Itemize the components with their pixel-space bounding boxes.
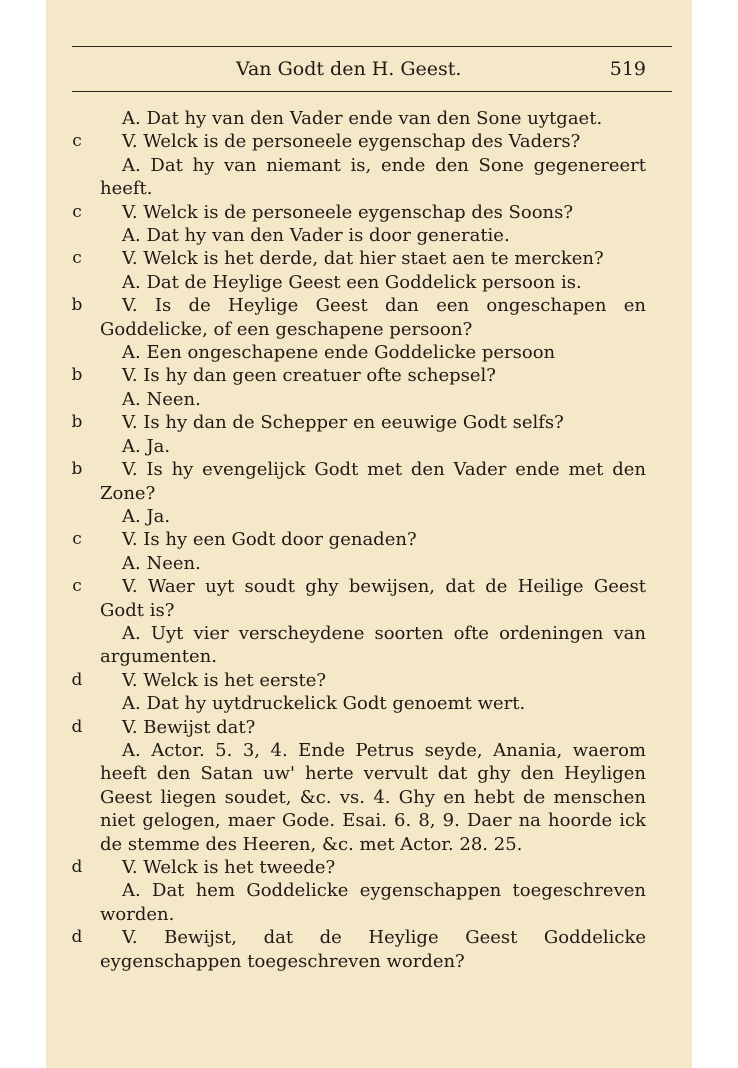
running-title: Van Godt den H. Geest. [236,58,462,80]
question-paragraph [71,294,646,341]
margin-marker: c [72,131,82,152]
header-rule-top [72,46,672,47]
answer-paragraph [100,505,646,528]
paragraph-text: V. Bewijst, dat de Heylige Geest Goddelicke eygenschappen toegeschreven worden? [100,927,646,972]
paragraph-text: V. Welck is het eerste? [122,669,327,691]
question-paragraph [72,201,646,224]
answer-paragraph [100,154,646,201]
paragraph-text: A. Ja. [122,435,171,457]
question-paragraph [71,411,646,434]
paragraph-text: A. Dat hem Goddelicke eygenschappen toegeschreven worden. [100,880,646,925]
answer-paragraph [100,271,646,294]
paragraph-text: A. Dat hy uytdruckelick Godt genoemt wert. [122,693,526,715]
answer-paragraph [100,388,646,411]
question-paragraph [71,716,646,739]
question-paragraph [71,364,646,387]
answer-paragraph [100,692,646,715]
answer-paragraph [100,739,646,856]
margin-marker: b [71,459,83,480]
paragraph-text: V. Welck is de personeele eygenschap des Vaders? [122,131,581,153]
answer-paragraph [100,435,646,458]
margin-marker: b [71,365,83,386]
answer-paragraph [100,341,646,364]
margin-marker: b [71,412,83,433]
answer-paragraph [100,552,646,575]
paragraph-text: V. Welck is het tweede? [122,857,336,878]
margin-marker: d [71,716,83,737]
question-paragraph [72,575,646,622]
book-page [46,0,692,1068]
paragraph-text: V. Is hy evengelijck Godt met den Vader ende met den Zone? [100,459,646,504]
question-paragraph [72,130,646,153]
paragraph-text: V. Welck is het derde, dat hier staet aen te mercken? [122,248,604,270]
paragraph-text: A. Actor. 5. 3, 4. Ende Petrus seyde, Anania, waerom heeft den Satan uw' herte vervult dat ghy den Heyligen Geest liegen soudet, &c. vs. 4. Ghy en hebt de menschen niet gelogen, maer Gode. Esai. 6. 8, 9. Daer na hoorde ick de stemme des Heeren, &c. met Actor. 28. 25. [100,739,646,855]
paragraph-text: A. Dat hy van den Vader is door generatie. [122,225,510,247]
question-paragraph [71,926,646,973]
page-number: 519 [609,58,646,80]
paragraph-text: A. Een ongeschapene ende Goddelicke persoon [122,342,556,364]
answer-paragraph [100,107,646,130]
margin-marker: b [71,295,83,316]
question-paragraph [72,528,646,551]
paragraph-text: A. Uyt vier verscheydene soorten ofte ordeningen van argumenten. [100,622,646,668]
paragraph-text: V. Is de Heylige Geest dan een ongeschapen en Goddelicke, of een geschapene persoon? [100,295,646,340]
question-paragraph [72,247,646,270]
margin-marker: c [72,529,82,550]
answer-paragraph [100,224,646,247]
margin-marker: c [72,576,82,597]
question-paragraph [71,669,646,692]
margin-marker: d [71,927,83,948]
header-rule-bottom [72,91,672,92]
paragraph-text: A. Dat hy van niemant is, ende den Sone gegenereert heeft. [100,154,646,200]
paragraph-text: V. Is hy een Godt door genaden? [122,529,417,551]
margin-marker: d [71,669,83,690]
paragraph-text: A. Neen. [122,388,201,410]
margin-marker: c [72,201,82,222]
question-paragraph [71,458,646,505]
question-paragraph [71,856,646,879]
paragraph-text: A. Dat de Heylige Geest een Goddelick persoon is. [122,271,582,293]
paragraph-text: V. Is hy dan geen creatuer ofte schepsel? [122,365,496,387]
margin-marker: d [71,857,83,877]
margin-marker: c [72,248,82,269]
answer-paragraph [100,622,646,669]
answer-paragraph [100,879,646,926]
paragraph-text: A. Ja. [122,505,171,527]
catechism-body [71,107,646,973]
paragraph-text: A. Neen. [122,552,201,574]
paragraph-text: V. Welck is de personeele eygenschap des Soons? [122,201,574,223]
paragraph-text: V. Bewijst dat? [122,716,256,738]
paragraph-text: V. Is hy dan de Schepper en eeuwige Godt selfs? [122,412,564,434]
paragraph-text: A. Dat hy van den Vader ende van den Sone uytgaet. [122,108,603,129]
paragraph-text: V. Waer uyt soudt ghy bewijsen, dat de Heilige Geest Godt is? [100,576,646,621]
